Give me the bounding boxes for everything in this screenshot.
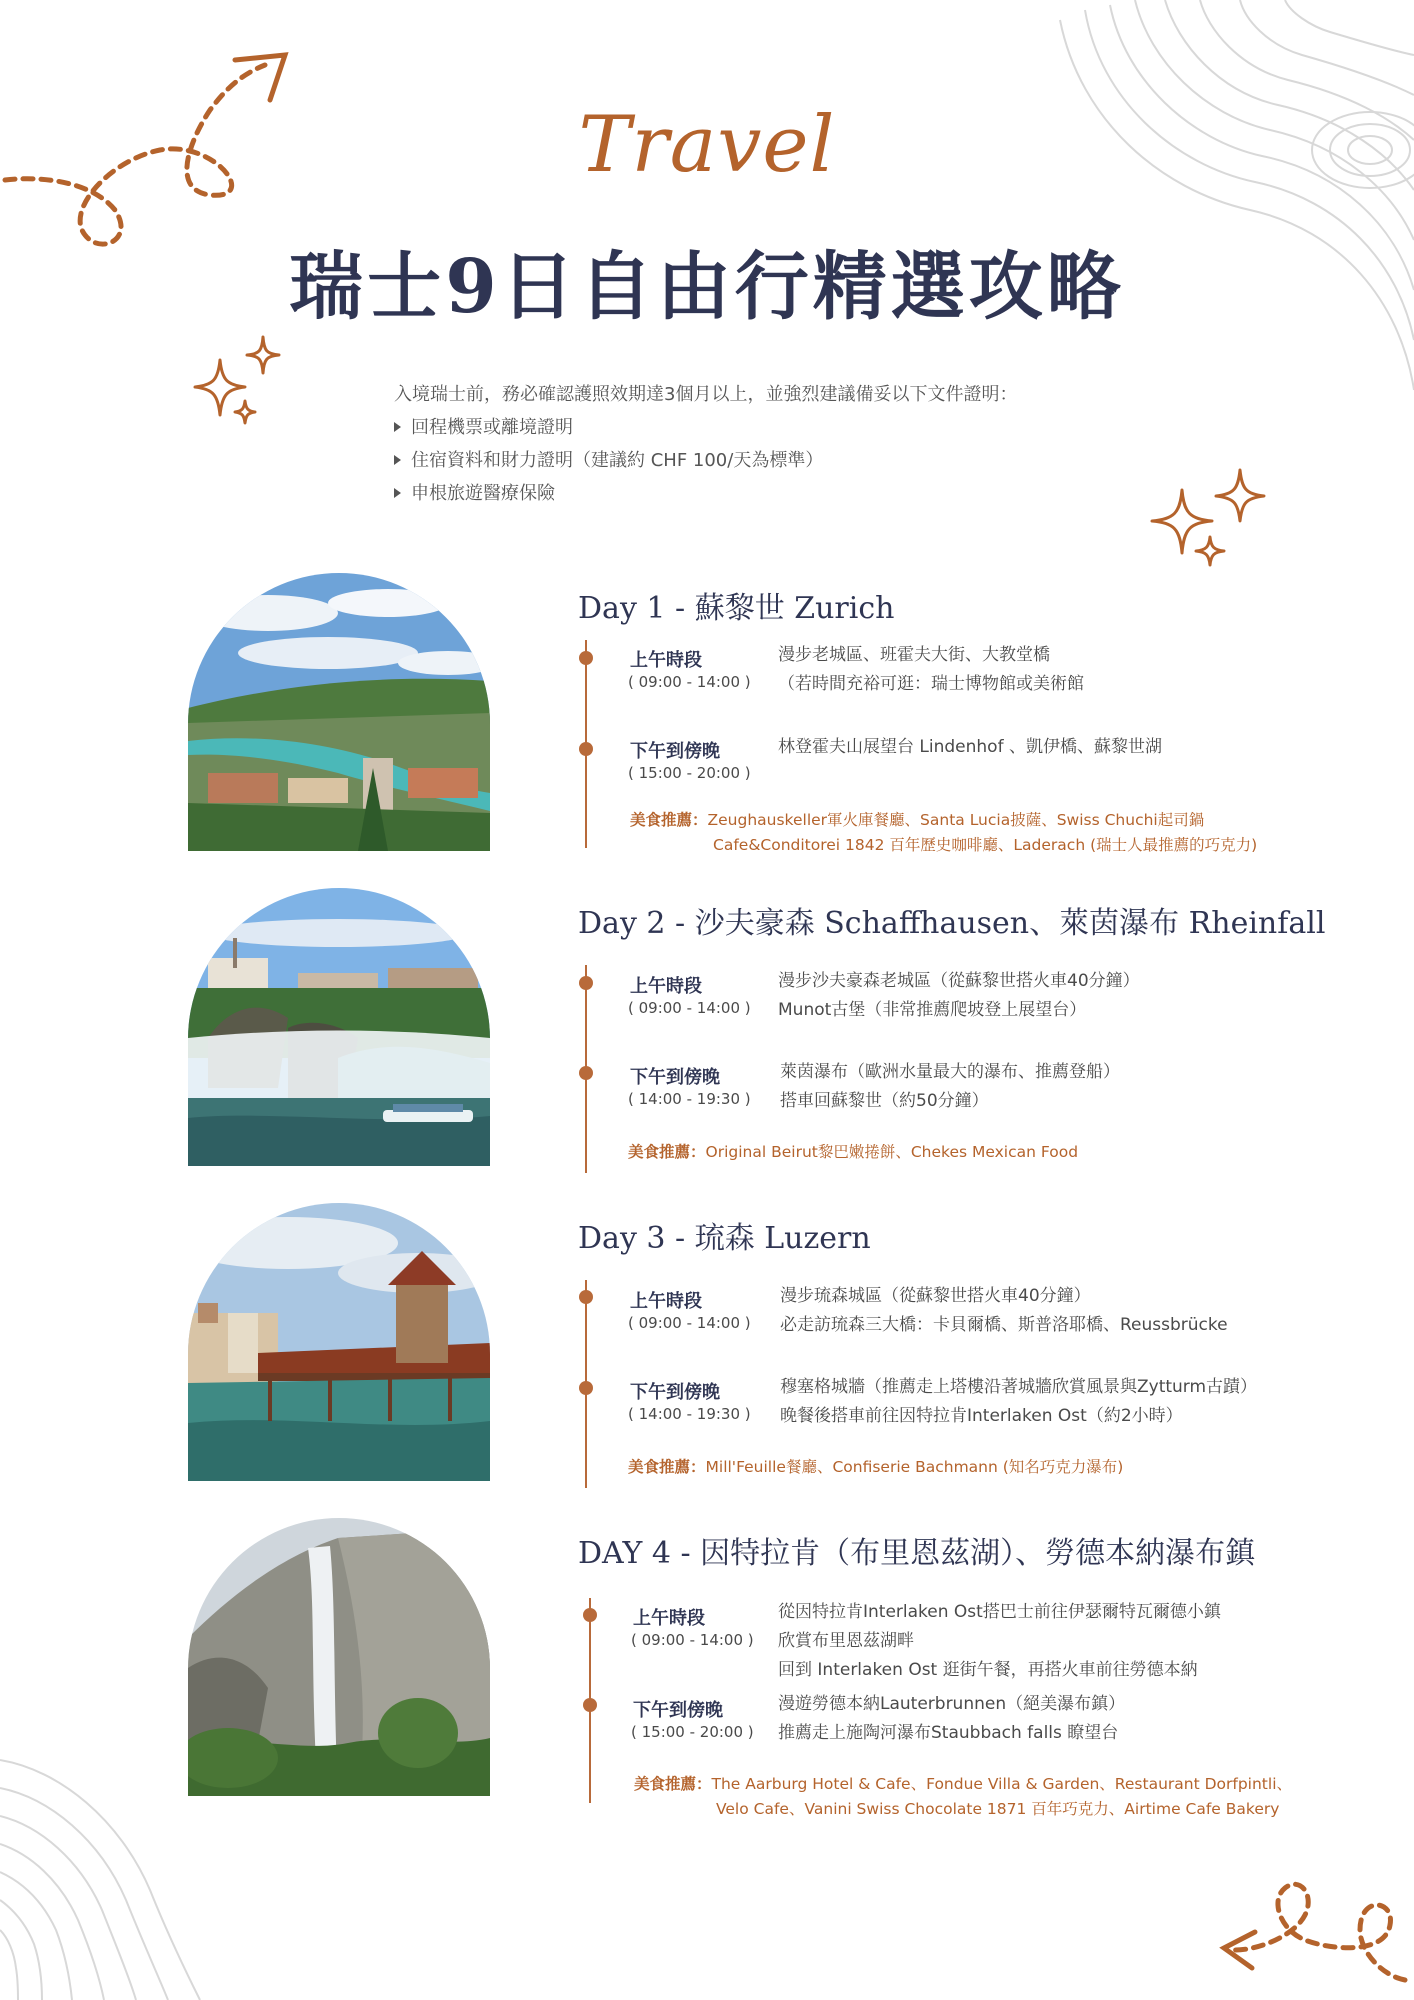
- day3-title: Day 3 - 琉森 Luzern: [578, 1221, 871, 1256]
- day3-food-recommendations: 美食推薦：Mill'Feuille餐廳、Confiserie Bachmann (知名巧克力瀑布): [628, 1458, 1124, 1476]
- intro-item: 住宿資料和財力證明（建議約 CHF 100/天為標準）: [394, 444, 1017, 477]
- timeline-dot: [579, 1290, 593, 1304]
- day2-afternoon-label: 下午到傍晚: [630, 1067, 720, 1088]
- day4-afternoon-label: 下午到傍晚: [633, 1700, 723, 1721]
- intro-notes: [394, 378, 1017, 510]
- timeline-dot: [579, 1066, 593, 1080]
- day4-photo-lauterbrunnen: [188, 1518, 490, 1796]
- day2-morning-time: ( 09:00 - 14:00 ): [628, 999, 751, 1017]
- day1-food-recommendations: 美食推薦：Zeughauskeller軍火庫餐廳、Santa Lucia披薩、Swiss Chuchi起司鍋 Cafe&Conditorei 1842 百年歷史咖啡廳、Laderach (瑞士人最推薦的巧克力): [630, 811, 1258, 854]
- day2-afternoon-activities: 萊茵瀑布（歐洲水量最大的瀑布、推薦登船） 搭車回蘇黎世（約50分鐘）: [780, 1062, 1120, 1111]
- intro-item: 回程機票或離境證明: [394, 411, 1017, 444]
- day2-food-recommendations: 美食推薦：Original Beirut黎巴嫩捲餅、Chekes Mexican Food: [628, 1143, 1079, 1161]
- day3-afternoon-activities: 穆塞格城牆（推薦走上塔樓沿著城牆欣賞風景與Zytturm古蹟） 晚餐後搭車前往因特拉肯Interlaken Ost（約2小時）: [780, 1377, 1258, 1426]
- sparkle-icon-right: [1140, 465, 1280, 585]
- bullet-icon: [394, 455, 401, 465]
- dashed-swirl-arrow-icon: [1210, 1860, 1414, 1990]
- day1-morning-time: ( 09:00 - 14:00 ): [628, 673, 751, 691]
- bullet-icon: [394, 488, 401, 498]
- day3-afternoon-label: 下午到傍晚: [630, 1382, 720, 1403]
- timeline-dot: [579, 651, 593, 665]
- day2-title: Day 2 - 沙夫豪森 Schaffhausen、萊茵瀑布 Rheinfall: [578, 906, 1326, 941]
- day1-afternoon-time: ( 15:00 - 20:00 ): [628, 764, 751, 782]
- day4-morning-activities: 從因特拉肯Interlaken Ost搭巴士前往伊瑟爾特瓦爾德小鎮 欣賞布里恩茲湖畔 回到 Interlaken Ost 逛街午餐，再搭火車前往勞德本納: [778, 1602, 1221, 1680]
- day1-photo-zurich: [188, 573, 490, 851]
- day2-afternoon-time: ( 14:00 - 19:30 ): [628, 1090, 751, 1108]
- timeline-dot: [583, 1608, 597, 1622]
- timeline-dot: [579, 1381, 593, 1395]
- page-title: 瑞士9日自由行精選攻略: [289, 244, 1125, 330]
- day3-photo-luzern: [188, 1203, 490, 1481]
- timeline-dot: [583, 1698, 597, 1712]
- day3-morning-activities: 漫步琉森城區（從蘇黎世搭火車40分鐘） 必走訪琉森三大橋：卡貝爾橋、斯普洛耶橋、Reussbrücke: [780, 1286, 1228, 1335]
- day2-photo-rheinfall: [188, 888, 490, 1166]
- day3-afternoon-time: ( 14:00 - 19:30 ): [628, 1405, 751, 1423]
- day1-title: Day 1 - 蘇黎世 Zurich: [578, 591, 895, 626]
- sparkle-icon-left: [185, 335, 295, 435]
- day4-morning-time: ( 09:00 - 14:00 ): [631, 1631, 754, 1649]
- bullet-icon: [394, 422, 401, 432]
- intro-lead: 入境瑞士前，務必確認護照效期達3個月以上，並強烈建議備妥以下文件證明：: [394, 384, 1018, 405]
- timeline-dot: [579, 976, 593, 990]
- day3-morning-time: ( 09:00 - 14:00 ): [628, 1314, 751, 1332]
- contour-pattern-top-right: [1040, 0, 1414, 400]
- timeline-dot: [579, 742, 593, 756]
- day4-title: DAY 4 - 因特拉肯（布里恩茲湖）、勞德本納瀑布鎮: [578, 1536, 1256, 1571]
- day1-afternoon-activities: 林登霍夫山展望台 Lindenhof 、凱伊橋、蘇黎世湖: [778, 737, 1162, 757]
- day4-morning-label: 上午時段: [633, 1608, 705, 1629]
- day3-morning-label: 上午時段: [630, 1291, 702, 1312]
- day1-afternoon-label: 下午到傍晚: [630, 741, 720, 762]
- day1-morning-label: 上午時段: [630, 650, 702, 671]
- script-title: Travel: [578, 100, 836, 190]
- day4-food-recommendations: 美食推薦：The Aarburg Hotel & Cafe、Fondue Villa & Garden、Restaurant Dorfpintli、 Velo Cafe、Vanini Swiss Chocolate 1871 百年巧克力、Airtime Cafe Bakery: [634, 1775, 1293, 1818]
- day2-morning-label: 上午時段: [630, 976, 702, 997]
- day1-morning-activities: 漫步老城區、班霍夫大街、大教堂橋 （若時間充裕可逛：瑞士博物館或美術館: [778, 645, 1084, 694]
- day4-afternoon-time: ( 15:00 - 20:00 ): [631, 1723, 754, 1741]
- day2-morning-activities: 漫步沙夫豪森老城區（從蘇黎世搭火車40分鐘） Munot古堡（非常推薦爬坡登上展望台）: [778, 971, 1140, 1020]
- intro-item: 申根旅遊醫療保險: [394, 477, 1017, 510]
- day4-afternoon-activities: 漫遊勞德本納Lauterbrunnen（絕美瀑布鎮） 推薦走上施陶河瀑布Staubbach falls 瞭望台: [778, 1694, 1126, 1743]
